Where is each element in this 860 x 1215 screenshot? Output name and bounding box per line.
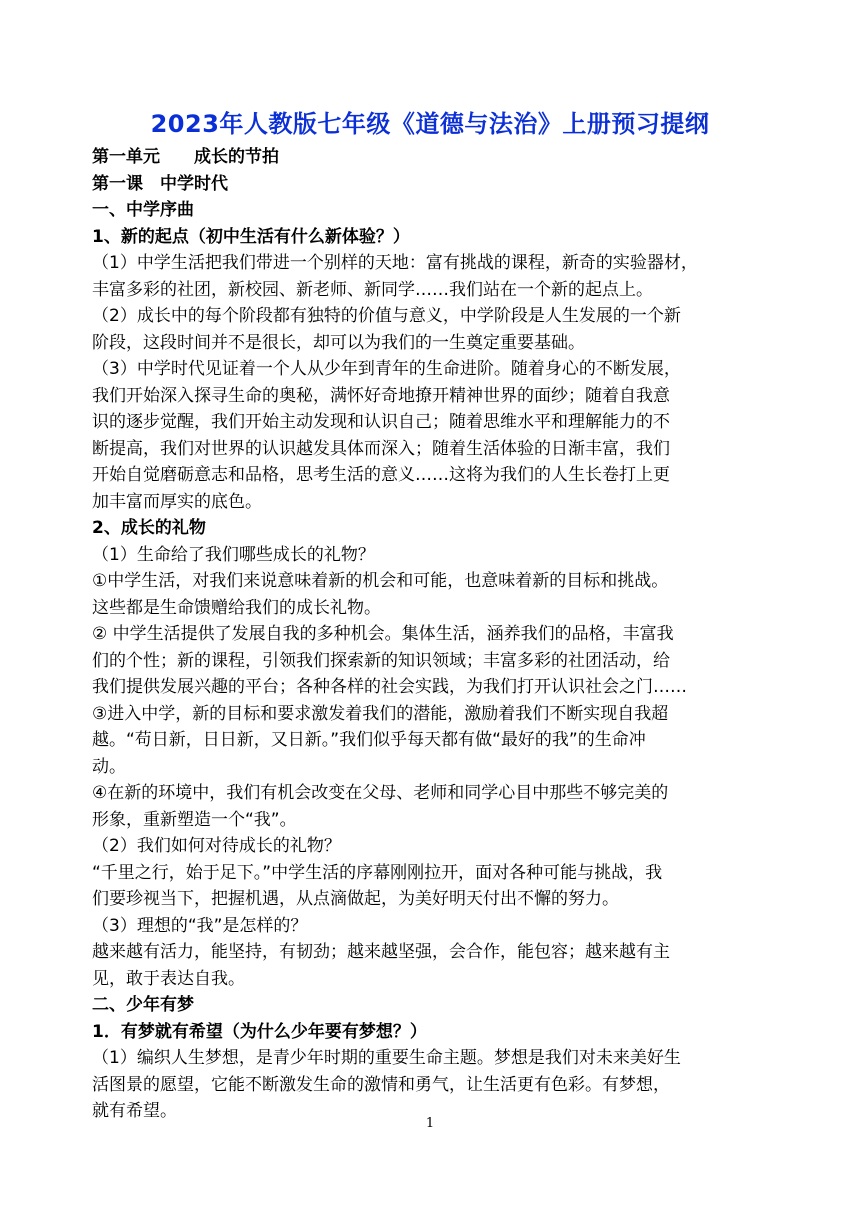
body-text-line: 阶段，这段时间并不是很长，却可以为我们的一生奠定重要基础。 bbox=[92, 332, 585, 353]
body-text-line: 我们提供发展兴趣的平台；各种各样的社会实践，为我们打开认识社会之门…… bbox=[92, 677, 687, 697]
body-text-line: 越。“苟日新，日日新，又日新。”我们似乎每天都有做“最好的我”的生命冲 bbox=[92, 730, 646, 750]
section-heading: 1．有梦就有希望（为什么少年要有梦想？） bbox=[92, 1021, 427, 1042]
section-heading: 第一单元 成长的节拍 bbox=[92, 147, 279, 167]
body-text-line: （3）中学时代见证着一个人从少年到青年的生命进阶。随着身心的不断发展， bbox=[92, 359, 681, 379]
section-heading: 2、成长的礼物 bbox=[92, 518, 206, 538]
body-text-line: ④在新的环境中，我们有机会改变在父母、老师和同学心目中那些不够完美的 bbox=[92, 783, 669, 803]
document-title: 2023年人教版七年级《道德与法治》上册预习提纲 bbox=[150, 110, 710, 138]
body-text-line: 动。 bbox=[92, 756, 126, 777]
body-text-line: 越来越有活力，能坚持，有韧劲；越来越坚强，会合作，能包容；越来越有主 bbox=[92, 942, 670, 962]
body-text-line: 这些都是生命馈赠给我们的成长礼物。 bbox=[92, 597, 381, 618]
body-text-line: （2）我们如何对待成长的礼物？ bbox=[92, 836, 341, 856]
section-heading: 1、新的起点（初中生活有什么新体验？） bbox=[92, 226, 410, 247]
body-text-line: “千里之行，始于足下。”中学生活的序幕刚刚拉开，面对各种可能与挑战，我 bbox=[92, 862, 663, 883]
body-text-line: 形象，重新塑造一个“我”。 bbox=[92, 809, 297, 830]
body-text-line: 识的逐步觉醒，我们开始主动发现和认识自己；随着思维水平和理解能力的不 bbox=[92, 412, 670, 432]
body-text-line: 就有希望。 bbox=[92, 1101, 177, 1121]
section-heading: 第一课 中学时代 bbox=[92, 173, 228, 194]
body-text-line: ② 中学生活提供了发展自我的多种机会。集体生活，涵养我们的品格，丰富我 bbox=[92, 624, 674, 644]
body-text-line: 们的个性；新的课程，引领我们探索新的知识领域；丰富多彩的社团活动，给 bbox=[92, 650, 670, 671]
body-text-line: （1）生命给了我们哪些成长的礼物？ bbox=[92, 544, 375, 565]
page-number: 1 bbox=[425, 1116, 435, 1131]
body-text-line: ③进入中学，新的目标和要求激发着我们的潜能，激励着我们不断实现自我超 bbox=[92, 703, 669, 724]
body-text-line: 断提高，我们对世界的认识越发具体而深入；随着生活体验的日渐丰富，我们 bbox=[92, 438, 670, 459]
body-text-line: 我们开始深入探寻生命的奥秘，满怀好奇地撩开精神世界的面纱；随着自我意 bbox=[92, 385, 670, 406]
body-text-line: 开始自觉磨砺意志和品格，思考生活的意义……这将为我们的人生长卷打上更 bbox=[92, 465, 670, 485]
body-text-line: 加丰富而厚实的底色。 bbox=[92, 491, 262, 512]
body-text-line: 们要珍视当下，把握机遇，从点滴做起，为美好明天付出不懈的努力。 bbox=[92, 889, 619, 909]
body-text-line: （1）中学生活把我们带进一个别样的天地：富有挑战的课程，新奇的实验器材， bbox=[92, 253, 698, 273]
document-body bbox=[92, 144, 770, 1125]
section-heading: 一、中学序曲 bbox=[92, 200, 194, 220]
body-text-line: 丰富多彩的社团，新校园、新老师、新同学……我们站在一个新的起点上。 bbox=[92, 279, 653, 300]
body-text-line: （2）成长中的每个阶段都有独特的价值与意义，中学阶段是人生发展的一个新 bbox=[92, 306, 681, 326]
body-text-line: 活图景的愿望，它能不断激发生命的激情和勇气，让生活更有色彩。有梦想， bbox=[92, 1074, 670, 1095]
body-text-line: 见，敢于表达自我。 bbox=[92, 968, 245, 989]
body-text-line: （1）编织人生梦想，是青少年时期的重要生命主题。梦想是我们对未来美好生 bbox=[92, 1048, 681, 1068]
body-text-line: （3）理想的“我”是怎样的？ bbox=[92, 915, 308, 936]
body-text-line: ①中学生活，对我们来说意味着新的机会和可能，也意味着新的目标和挑战。 bbox=[92, 571, 669, 591]
section-heading: 二、少年有梦 bbox=[92, 995, 194, 1015]
